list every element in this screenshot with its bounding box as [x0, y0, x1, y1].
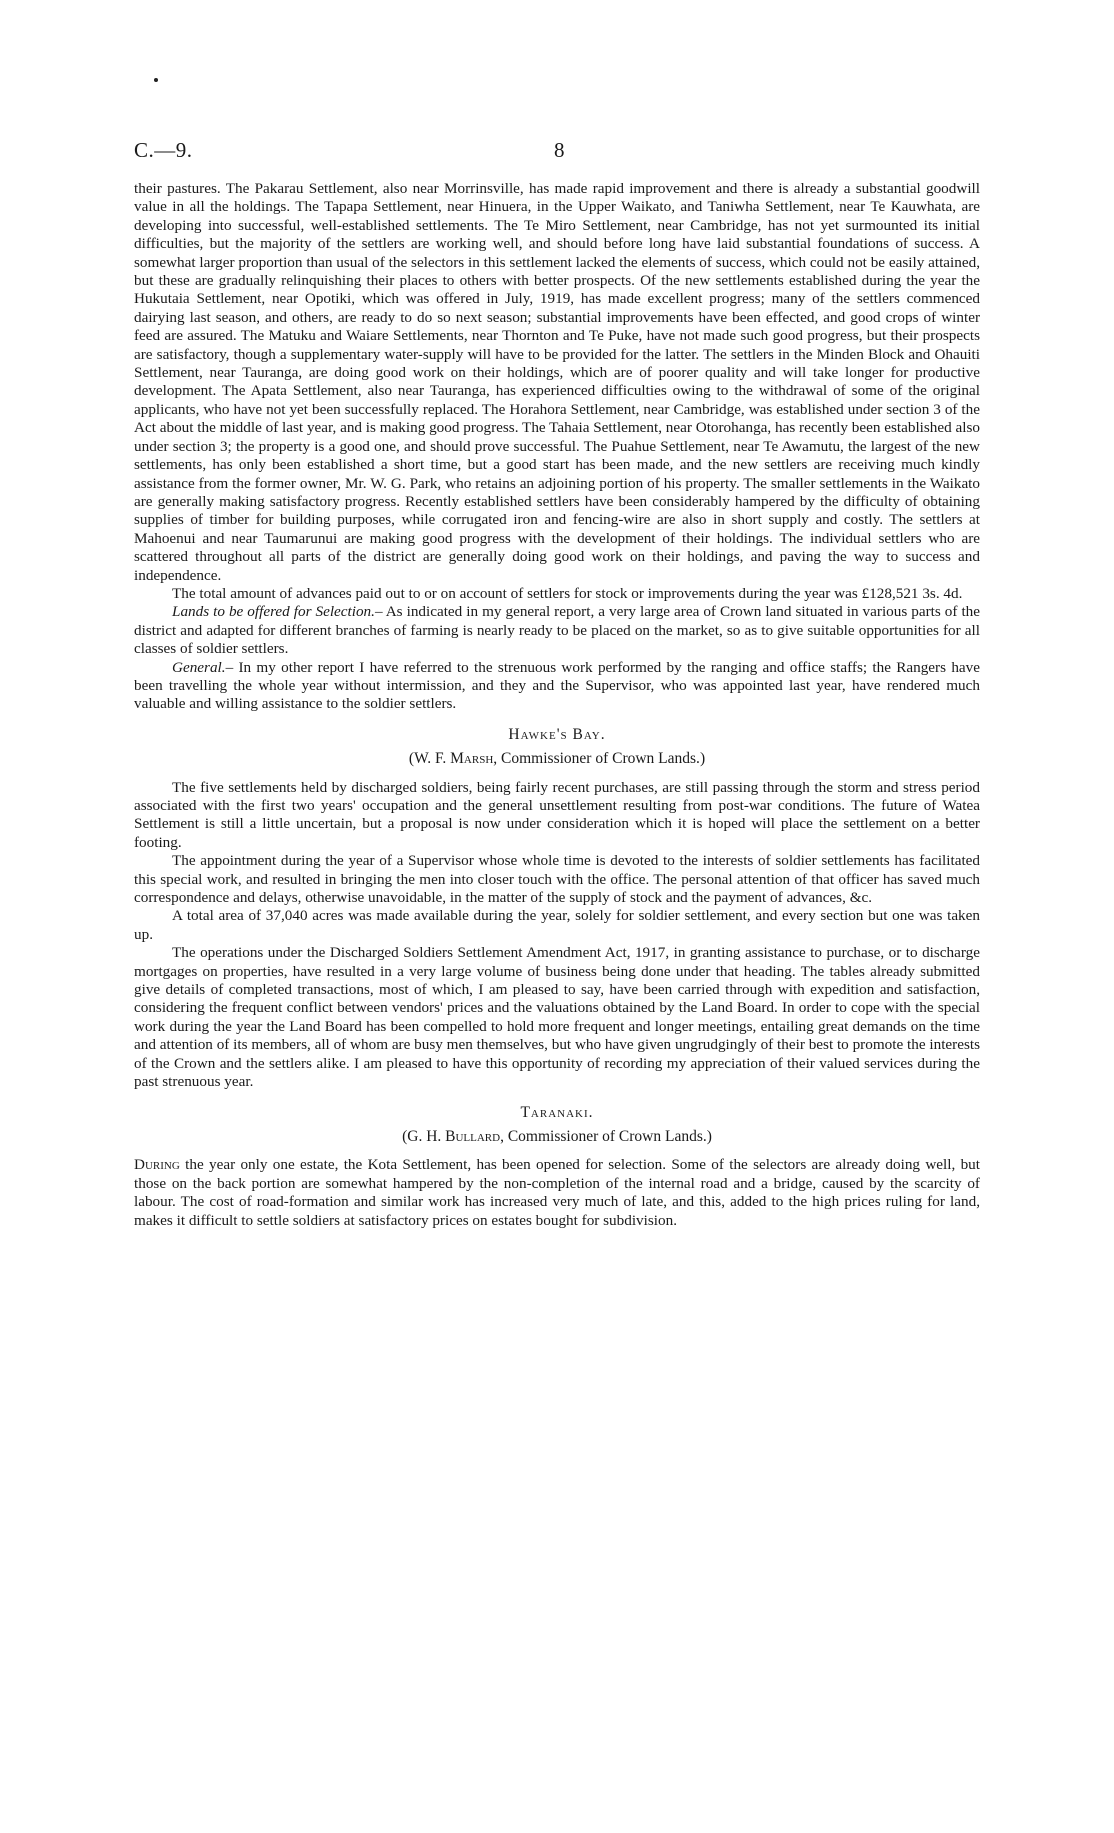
page-body	[134, 180, 980, 1230]
paragraph: The five settlements held by discharged soldiers, being fairly recent purchases, are still passing through the storm and stress period associated with the first two years' occupation and the general unsettlement resulting from post-war conditions. The future of Watea Settlement is still a little uncertain, but a proposal is now under consideration which it is hoped will place the settlement on a better footing.	[134, 778, 980, 851]
lead-word: During	[134, 1156, 180, 1174]
commissioner-name: W. F. Marsh	[414, 750, 494, 768]
page-number: 8	[554, 138, 565, 162]
paragraph: The appointment during the year of a Supervisor whose whole time is devoted to the interests of soldier settlements has facilitated this special work, and resulted in bringing the men into closer touch with the office. The personal attention of that officer has saved much correspondence and delays, otherwise unavoidable, in the matter of the supply of stock and the payment of advances, &c.	[134, 852, 980, 907]
commissioner-title: , Commissioner of Crown Lands.	[493, 750, 700, 768]
scan-speck	[154, 78, 158, 82]
commissioner-line: (G. H. Bullard, Commissioner of Crown Lands.)	[402, 1127, 712, 1145]
paragraph	[134, 659, 980, 714]
commissioner-line: (W. F. Marsh, Commissioner of Crown Lands.)	[408, 750, 706, 768]
paragraph: The total amount of advances paid out to or on account of settlers for stock or improvements during the year was £128,521 3s. 4d.	[172, 584, 963, 602]
paragraph: A total area of 37,040 acres was made available during the year, solely for soldier settlement, and every section but one was taken up.	[134, 907, 980, 943]
commissioner-name: G. H. Bullard	[407, 1127, 501, 1145]
paragraph-label: Lands to be offered for Selection.	[172, 603, 375, 621]
paragraph: The operations under the Discharged Soldiers Settlement Amendment Act, 1917, in granting assistance to purchase, or to discharge mortgages on properties, have resulted in a very large volume of business being done under that heading. The tables already submitted give details of completed transactions, most of which, I am pleased to say, have been carried through with expedition and satisfaction, considering the frequent conflict between vendors' prices and the valuations obtained by the Land Board. In order to cope with the special work during the year the Land Board has been compelled to hold more frequent and longer meetings, entailing great demands on the time and attention of its members, all of whom are busy men themselves, but who have given ungrudgingly of their best to promote the interests of the Crown and the settlers alike. I am pleased to have this opportunity of recording my appreciation of their valued services during the past strenuous year.	[134, 944, 980, 1091]
section-heading	[134, 1104, 980, 1122]
paragraph	[134, 1156, 980, 1230]
section-heading-text: Taranaki.	[520, 1103, 594, 1121]
paragraph-label: General.	[172, 658, 226, 676]
paragraph-text: – In my other report I have referred to the strenuous work performed by the ranging and office staffs; the Rangers have been travelling the whole year without intermission, and they and the Supervisor, who was appointed last year, have rendered much valuable and willing assistance to the soldier settlers.	[134, 658, 980, 713]
commissioner-title: , Commissioner of Crown Lands.	[500, 1127, 707, 1145]
paragraph-text: – As indicated in my general report, a very large area of Crown land situated in various parts of the district and adapted for different branches of farming is nearly ready to be placed on the market, so as to give suitable opportunities for all classes of soldier settlers.	[134, 603, 980, 658]
paragraph: their pastures. The Pakarau Settlement, also near Morrinsville, has made rapid improvement and there is already a substantial goodwill value in all the holdings. The Tapapa Settlement, near Hinuera, in the Upper Waikato, and Taniwha Settlement, near Te Kauwhata, are developing into successful, well-established settlements. The Te Miro Settlement, near Cambridge, has not yet surmounted its initial difficulties, but the majority of the settlers are working well, and should before long have laid substantial foundations of success. A somewhat larger proportion than usual of the selectors in this settlement lacked the elements of success, which could not be easily attained, but these are gradually relinquishing their places to others with better prospects. Of the new settlements established during the year the Hukutaia Settlement, near Opotiki, which was offered in July, 1919, has made excellent progress; many of the settlers commenced dairying last season, and others, are ready to do so next season; substantial improvements have been effected, and good crops of winter feed are assured. The Matuku and Waiare Settlements, near Thornton and Te Puke, have not made such good progress, but their prospects are satisfactory, though a supplementary water-supply will have to be provided for the latter. The settlers in the Minden Block and Ohauiti Settlement, near Tauranga, are doing good work on their holdings, which are of poorer quality and will take longer for productive development. The Apata Settlement, also near Tauranga, has experienced difficulties owing to the withdrawal of some of the original applicants, who have not yet been successfully replaced. The Horahora Settlement, near Cambridge, was established under section 3 of the Act about the middle of last year, and is making good progress. The Tahaia Settlement, near Otorohanga, has recently been established also under section 3; the property is a good one, and should prove successful. The Puahue Settlement, near Te Awamutu, the largest of the new settlements, has only been established a short time, but a good start has been made, and the new settlers are receiving much kindly assistance from the former owner, Mr. W. G. Park, who retains an adjoining portion of his property. The smaller settlements in the Waikato are generally making satisfactory progress. Recently established settlers have been considerably hampered by the difficulty of obtaining supplies of timber for building purposes, while corrugated iron and fencing-wire are also in short supply and costly. The settlers at Mahoenui and near Taumarunui are making good progress with the development of their holdings. The individual settlers who are scattered throughout all parts of the district are generally doing good work on their holdings, and paving the way to success and independence.	[134, 180, 980, 584]
section-heading-text: Hawke's Bay.	[508, 725, 606, 743]
page-header	[134, 138, 980, 168]
section-heading	[134, 726, 980, 744]
document-reference: C.—9.	[134, 138, 193, 162]
paragraph-text: the year only one estate, the Kota Settlement, has been opened for selection. Some of the selectors are already doing well, but those on the back portion are somewhat hampered by the non-completion of the internal road and a bridge, caused by the scarcity of labour. The cost of road-formation and similar work has increased very much of late, and this, added to the high prices ruling for land, makes it difficult to settle soldiers at satisfactory prices on estates bought for subdivision.	[134, 1156, 980, 1229]
paragraph	[134, 603, 980, 658]
